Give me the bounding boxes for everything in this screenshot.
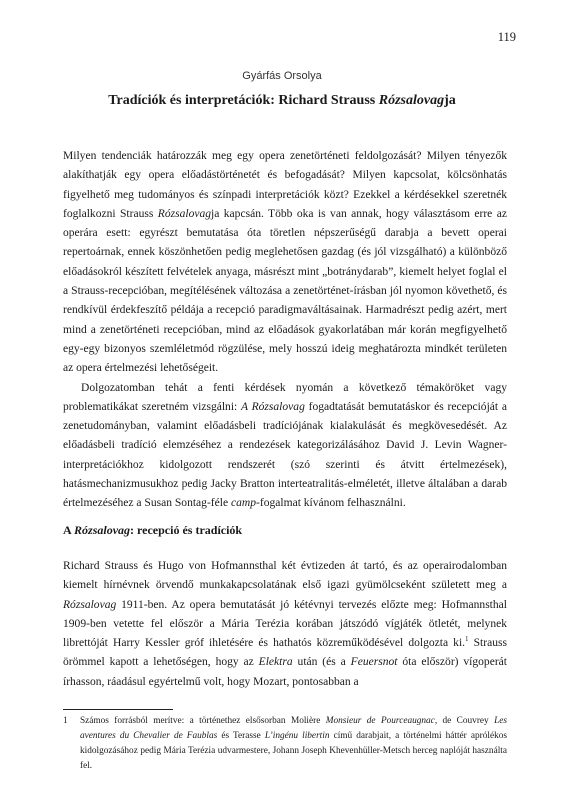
text-run: Milyen tendenciák határozzák meg egy opera zenetörténeti feldolgozását? Milyen tényezők alakíthatják egy opera előadástörténetét és befogadását? Milyen kapcsolat, kölcsönhatás figyelhető meg tudományos és színpadi interpretációk közt? Ezekkel a kérdésekkel szeretnék foglalkozni Strauss <box>63 150 507 220</box>
text-run: után (és a <box>292 656 351 669</box>
text-run: , de Couvrey <box>434 716 495 726</box>
heading-suffix: : recepció és tradíciók <box>130 523 243 537</box>
italic-text: Elektra <box>258 656 293 669</box>
heading-text: A <box>63 523 75 537</box>
title-italic: Rózsalovag <box>378 93 445 108</box>
author-name: Gyárfás Orsolya <box>242 70 322 82</box>
italic-text: L’ingénu libertin <box>264 731 330 741</box>
text-run: Strauss örömmel kapott a lehetőségen, hogy az <box>63 637 507 669</box>
page-number: 119 <box>497 30 516 44</box>
article-title <box>0 93 564 109</box>
text-run: című darabjait, a történelmi háttér aprólékos kidolgozásához pedig Mária Terézia udvarmestere, Johann Joseph Khevenhüller-Metsch herceg naplóját használta fel. <box>80 731 507 771</box>
intro-section <box>63 147 507 514</box>
footnote-rule <box>63 709 173 710</box>
italic-text: Rózsalovag <box>157 207 212 220</box>
italic-text: A Rózsalovag <box>241 400 305 413</box>
text-run: fogadtatását bemutatáskor és recepcióját a zenetudományban, valamint előadásbeli tradíciójának kialakulását és megkövesedését. Az előadásbeli tradíció elemzéséhez a rendezések kategorizálásához David J. Levin Wagner-interpretációkhoz kidolgozott rendszerét (szó szerinti és átvitt értelmezések), hatásmechanizmusukhoz pedig Jacky Bratton interteatralitás-elméletét, illetve általában a darab értelmezéséhez a Susan Sontag-féle <box>63 400 507 510</box>
text-run: Richard Strauss és Hugo von Hofmannsthal két évtizeden át tartó, és az operairodalomban kiemelt hírnévnek örvendő munkakapcsolatának első igazi gyümölcseként született meg a <box>63 560 507 592</box>
footnote <box>63 714 507 774</box>
text-run: 1911-ben. Az opera bemutatását jó kétévnyi tervezés előzte meg: Hofmannsthal 1909-ben vetette fel először a Mária Terézia korában játszódó vígjáték ötletét, melynek librettóját Harry Kessler gróf ihletésére és hathatós közreműködésével dolgozta ki. <box>63 598 507 650</box>
italic-text: Monsieur de Pourceaugnac <box>325 716 435 726</box>
title-suffix: ja <box>444 93 456 108</box>
italic-text: Les aventures du Chevalier de Faublas <box>80 716 507 741</box>
paragraph <box>63 379 507 514</box>
text-run: ja kapcsán. Több oka is van annak, hogy választásom erre az operára esett: egyrészt bemutatása óta töretlen népszerűségű darabja a bevett operai repertoárnak, ennek köszönhetően pedig meglehetősen gazdag (és jól vizsgálható) a különböző előadásokról készített felvételek anyaga, másrészt mint „botránydarab”, kiemelt helyet foglal el a Strauss-recepcióban, megítélésének változása a zenetörténet-írásban jól nyomon követhető, és rendkívül érdekfeszítő példája a recepció paradigmaváltásainak. Harmadrészt pedig azért, mert mind a zenetörténeti recepcióban, mind az előadások gyakorlatában már korán megfigyelhető egy-egy bizonyos szemléletmód rögzülése, mely hosszú ideig meghatározta mindkét területen az opera értelmezési lehetőségeit. <box>63 207 507 375</box>
title-text: Tradíciók és interpretációk: Richard Strauss <box>108 93 379 108</box>
text-run: és Terasse <box>217 731 265 741</box>
paragraph <box>63 147 507 379</box>
italic-text: Rózsalovag <box>63 598 117 611</box>
paragraph <box>63 557 507 692</box>
italic-text: Feuersnot <box>350 656 398 669</box>
section-body <box>63 557 507 692</box>
footnote-ref: 1 <box>465 635 469 644</box>
text-run: óta először) vígoperát írhasson, ráadásul egyértelmű volt, hogy Mozart, pontosabban a <box>63 656 507 688</box>
heading-italic: Rózsalovag <box>74 523 131 537</box>
section-heading <box>63 523 242 538</box>
italic-text: camp <box>231 497 257 510</box>
footnotes <box>63 714 507 774</box>
text-run: Számos forrásból merítve: a történethez elsősorban Molière <box>80 716 326 726</box>
footnote-number: 1 <box>63 716 68 726</box>
text-run: -fogalmat kívánom felhasználni. <box>256 497 406 510</box>
footnote-text <box>63 714 507 774</box>
text-run: Dolgozatomban tehát a fenti kérdések nyomán a következő témaköröket vagy problematikákat szeretném vizsgálni: <box>63 381 507 413</box>
